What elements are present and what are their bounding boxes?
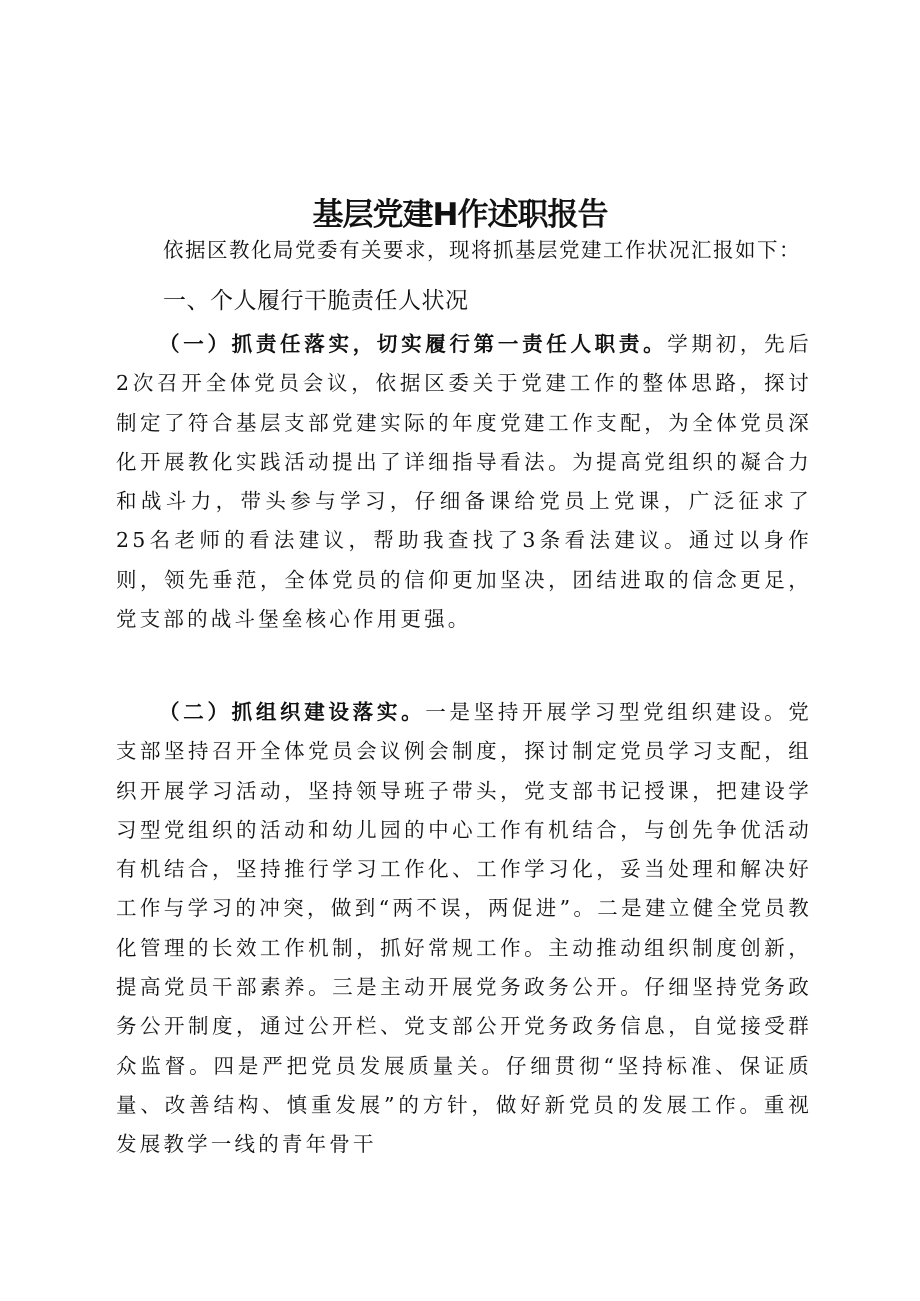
paragraph-2-lead: （二）抓组织建设落实。 xyxy=(159,700,426,724)
section-heading: 一、个人履行干脆责任人状况 xyxy=(163,288,469,314)
document-title: 基层党建H作述职报告 xyxy=(312,196,608,233)
intro-text: 依据区教化局党委有关要求，现将抓基层党建工作状况汇报如下： xyxy=(163,238,801,262)
paragraph-1 xyxy=(116,325,812,639)
paragraph-1-lead: （一）抓责任落实，切实履行第一责任人职责。 xyxy=(159,332,668,356)
paragraph-1-body: 学期初，先后2次召开全体党员会议，依据区委关于党建工作的整体思路，探讨制定了符合基层支部党建实际的年度党建工作支配，为全体党员深化开展教化实践活动提出了详细指导看法。为提高党组织的凝合力和战斗力，带头参与学习，仔细备课给党员上党课，广泛征求了25名老师的看法建议，帮助我查找了3条看法建议。通过以身作则，领先垂范，全体党员的信仰更加坚决，团结进取的信念更足，党支部的战斗堡垒核心作用更强。 xyxy=(116,332,813,632)
paragraph-2 xyxy=(116,693,812,1165)
paragraph-2-body: 一是坚持开展学习型党组织建设。党支部坚持召开全体党员会议例会制度，探讨制定党员学习支配，组织开展学习活动，坚持领导班子带头，党支部书记授课，把建设学习型党组织的活动和幼儿园的中心工作有机结合，与创先争优活动有机结合，坚持推行学习工作化、工作学习化，妥当处理和解决好工作与学习的冲突，做到“两不误，两促进”。二是建立健全党员教化管理的长效工作机制，抓好常规工作。主动推动组织制度创新，提高党员干部素养。三是主动开展党务政务公开。仔细坚持党务政务公开制度，通过公开栏、党支部公开党务政务信息，自觉接受群众监督。四是严把党员发展质量关。仔细贯彻“坚持标准、保证质量、改善结构、慎重发展”的方针，做好新党员的发展工作。重视发展教学一线的青年骨干 xyxy=(116,700,813,1157)
